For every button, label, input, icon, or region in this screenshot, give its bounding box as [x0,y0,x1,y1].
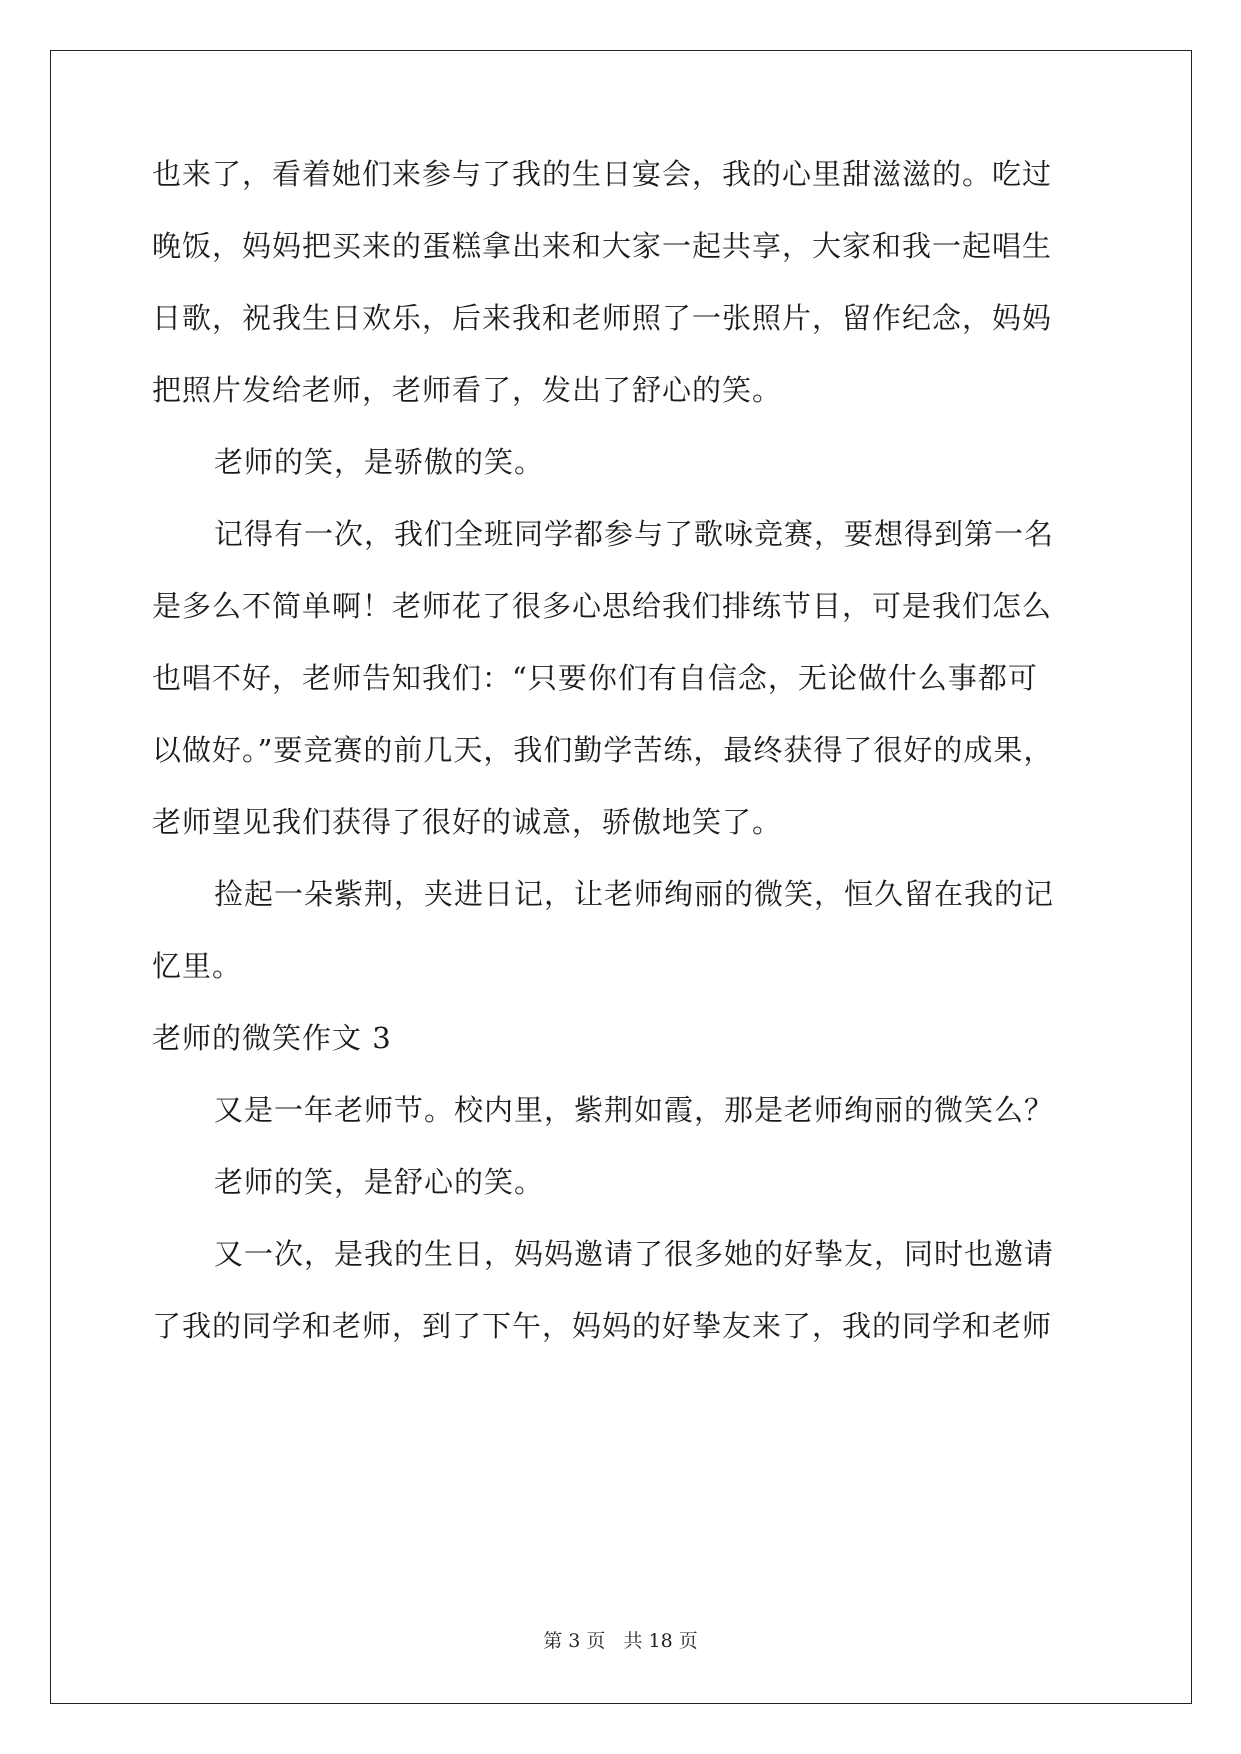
text-line: 是多么不简单啊！老师花了很多心思给我们排练节目，可是我们怎么 [152,589,1053,623]
text-line: 又一次，是我的生日，妈妈邀请了很多她的好挚友，同时也邀请 [214,1237,1055,1271]
text-line: 老师望见我们获得了很好的诚意，骄傲地笑了。 [152,805,783,839]
text-line: 又是一年老师节。校内里，紫荆如霞，那是老师绚丽的微笑么？ [214,1093,1055,1127]
text-line: 日歌，祝我生日欢乐，后来我和老师照了一张照片，留作纪念，妈妈 [152,301,1053,335]
text-line: 捡起一朵紫荆，夹进日记，让老师绚丽的微笑，恒久留在我的记 [214,877,1055,911]
text-line: 也唱不好，老师告知我们：“只要你们有自信念，无论做什么事都可 [152,661,1038,695]
text-line: 晚饭，妈妈把买来的蛋糕拿出来和大家一起共享，大家和我一起唱生 [152,229,1053,263]
text-line: 老师的笑，是舒心的笑。 [214,1165,545,1199]
page-footer [0,1626,1241,1653]
section-heading: 老师的微笑作文 3 [152,1021,392,1055]
text-line: 老师的笑，是骄傲的笑。 [214,445,545,479]
text-line: 了我的同学和老师，到了下午，妈妈的好挚友来了，我的同学和老师 [152,1309,1053,1343]
text-line: 以做好。”要竞赛的前几天，我们勤学苦练，最终获得了很好的成果， [152,733,1054,767]
page-total: 共 18 页 [623,1630,698,1652]
text-line: 把照片发给老师，老师看了，发出了舒心的笑。 [152,373,783,407]
text-line: 忆里。 [152,949,243,983]
text-line: 也来了，看着她们来参与了我的生日宴会，我的心里甜滋滋的。吃过 [152,157,1053,191]
page-number: 第 3 页 [543,1630,606,1652]
text-line: 记得有一次，我们全班同学都参与了歌咏竞赛，要想得到第一名 [214,517,1055,551]
